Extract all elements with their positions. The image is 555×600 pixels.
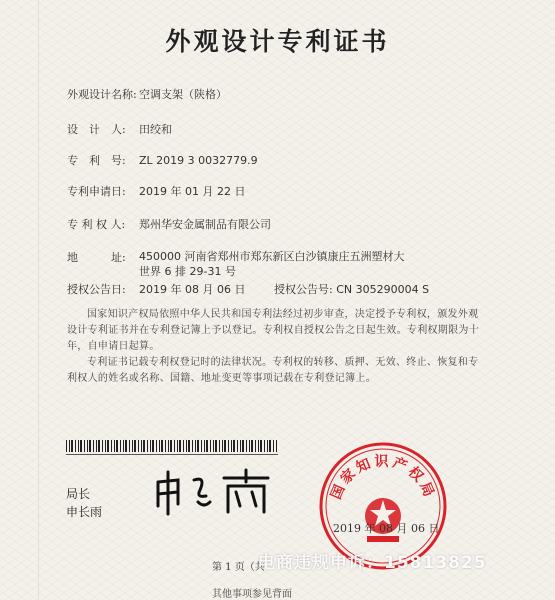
field-label: 专 利 号: (67, 154, 126, 167)
address-value: 450000 河南省郑州市郑东新区白沙镇康庄五洲塑材大世界 6 排 29-31 号 (139, 250, 405, 278)
certificate-title: 外观设计专利证书 (165, 27, 390, 56)
field-patent-number (67, 152, 258, 168)
page-number: 第 1 页（共 (212, 562, 265, 573)
field-label: 外观设计名称: (67, 88, 137, 101)
field-label: 专利申请日: (67, 185, 126, 198)
field-grant-number (274, 281, 429, 297)
field-value: ZL 2019 3 0032779.9 (139, 154, 258, 167)
barcode (66, 440, 278, 452)
field-patentee (67, 216, 271, 232)
field-grant-date (67, 281, 245, 297)
field-value: 2019 年 08 月 06 日 (139, 283, 246, 296)
field-label: 授权公告号: (274, 283, 333, 296)
field-application-date (67, 183, 245, 199)
signer-role: 局长 (66, 487, 91, 501)
barcode-baseline (66, 454, 278, 455)
signature-image (148, 462, 278, 518)
footer-note: 其他事项参见背面 (212, 589, 292, 600)
field-label: 授权公告日: (67, 283, 126, 296)
seal-date: 2019 年 08 月 06 日 (333, 522, 440, 535)
field-label: 设 计 人: (67, 123, 126, 136)
field-address (67, 249, 139, 265)
watermark-text: 电商违规申诉：15813825 (258, 553, 487, 573)
svg-text:国家知识产权局 (327, 453, 437, 502)
field-value: CN 305290004 S (336, 283, 430, 296)
grant-statement: 国家知识产权局依照中华人民共和国专利法经过初步审查，决定授予专利权，颁发外观设计专利证书并在专利登记簿上予以登记。专利权自授权公告之日起生效。专利权期限为十年，自申请日起算。 (67, 309, 479, 352)
field-value: 郑州华安金属制品有限公司 (139, 218, 271, 231)
field-label: 地 址: (67, 251, 126, 264)
field-designer (67, 121, 172, 137)
field-value: 田绞和 (139, 123, 172, 136)
signer-name: 申长雨 (66, 505, 103, 519)
field-value: 2019 年 01 月 22 日 (139, 185, 246, 198)
field-value: 空调支架（陕格） (139, 88, 227, 101)
field-design-name (67, 86, 227, 102)
seal-text: 国家知识产权局 (328, 454, 438, 502)
page-edge (38, 0, 39, 600)
field-label: 专 利 权 人: (67, 218, 126, 231)
legal-status-statement: 专利证书记载专利权登记时的法律状况。专利权的转移、质押、无效、终止、恢复和专利权人的姓名或名称、国籍、地址变更等事项记载在专利登记簿上。 (67, 357, 479, 384)
